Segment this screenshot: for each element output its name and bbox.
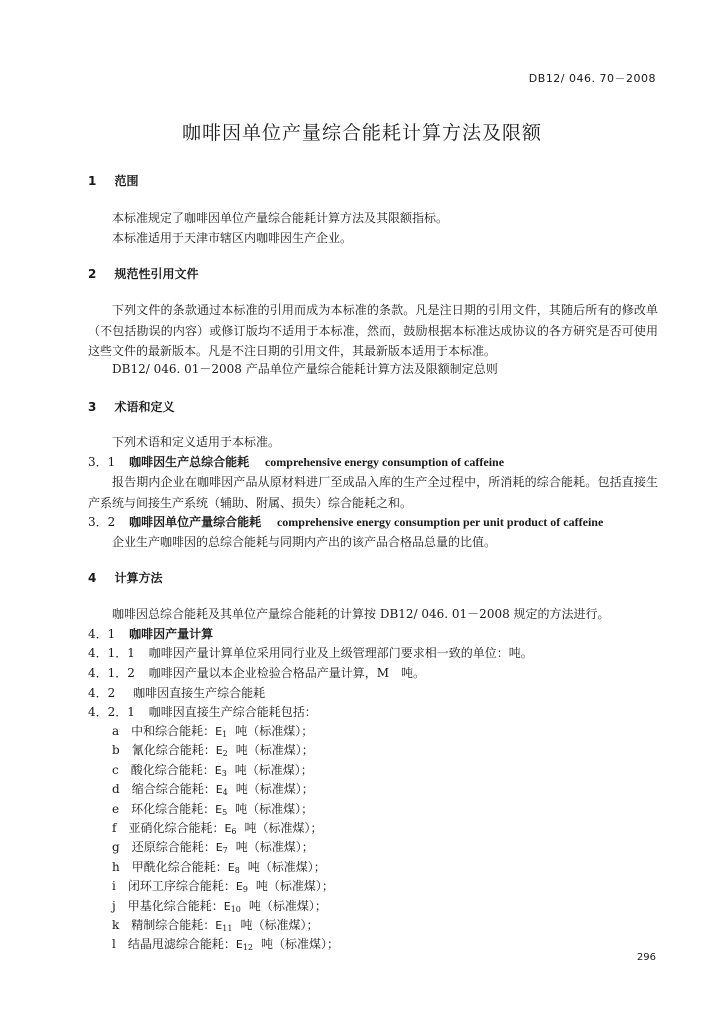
section-3-heading (88, 398, 175, 415)
list-item-text: 精制综合能耗： (131, 918, 216, 932)
unit-text: 吨（标准煤）； (244, 821, 323, 835)
list-item-text: 氰化综合能耗： (131, 743, 216, 758)
energy-symbol-subscript: 10 (230, 904, 241, 914)
clause-4-1-2 (88, 663, 425, 683)
paragraph: 下列文件的条款通过本标准的引用而成为本标准的条款。凡是注日期的引用文件，其随后所有的修改单（不包括勘误的内容）或修订版均不适用于本标准，然而，鼓励根据本标准达成协议的各方研究是否可使用这些文件的最新版本。凡是不注日期的引用文件，其最新版本适用于本标准。 (88, 303, 658, 358)
unit-text: 吨（标准煤）； (234, 762, 313, 777)
term-3-2 (88, 512, 603, 532)
energy-symbol-subscript: 2 (222, 749, 228, 759)
section-number: 2 (88, 267, 97, 281)
section-number: 4 (88, 571, 97, 585)
list-item-text: 酸化综合能耗： (130, 762, 215, 777)
clause-number: 4．2．1 (88, 705, 135, 719)
paragraph: 咖啡因总综合能耗及其单位产量综合能耗的计算按 DB12/ 046. 01－2008 规定的方法进行。 (112, 607, 610, 621)
clause-number: 4．1．2 (88, 666, 135, 680)
energy-symbol: E (215, 725, 223, 738)
energy-symbol: E (235, 880, 243, 894)
list-item-text: 还原综合能耗： (131, 840, 216, 855)
list-item-label: g (112, 840, 120, 855)
energy-symbol-subscript: 9 (242, 885, 248, 895)
clause-text: 咖啡因产量以本企业检验合格品产量计算，M 吨。 (148, 666, 426, 680)
list-item-text: 缩合综合能耗： (131, 782, 216, 797)
energy-symbol: E (223, 899, 231, 913)
section-title: 术语和定义 (114, 400, 175, 414)
term-english: comprehensive energy consumption of caffeine (264, 455, 505, 469)
list-item-label: c (112, 762, 119, 777)
section-number: 1 (88, 174, 97, 188)
clause-number: 4．1 (88, 627, 116, 641)
list-item-label: h (112, 859, 120, 874)
unit-text: 吨（标准煤）； (235, 801, 314, 816)
clause-text: 咖啡因产量计算单位采用同行业及上级管理部门要求相一致的单位：吨。 (148, 646, 533, 660)
clause-4-1 (88, 624, 213, 644)
term-definition: 企业生产咖啡因的总综合能耗与同期内产出的该产品合格品总量的比值。 (112, 535, 497, 549)
list-item (112, 934, 339, 958)
energy-symbol-subscript: 5 (222, 807, 228, 817)
unit-text: 吨（标准煤）； (235, 840, 314, 855)
list-item-label: j (112, 898, 116, 913)
paragraph: 本标准适用于天津市辖区内咖啡因生产企业。 (112, 231, 353, 245)
list-item-label: k (112, 918, 120, 932)
header-standard-code: DB12/ 046. 70－2008 (528, 72, 656, 85)
list-item-text: 亚硝化综合能耗： (128, 821, 225, 835)
term-number: 3．2 (88, 515, 116, 529)
clause-4-2-1 (88, 702, 317, 722)
term-number: 3．1 (88, 455, 116, 469)
energy-symbol: E (224, 822, 232, 835)
energy-symbol-subscript: 4 (222, 788, 228, 798)
list-item-label: f (112, 821, 117, 835)
clause-4-1-1 (88, 643, 533, 663)
section-title: 范围 (114, 174, 139, 188)
section-number: 3 (88, 400, 97, 414)
section-2-heading (88, 265, 199, 282)
list-item-label: d (112, 782, 120, 797)
term-3-1 (88, 452, 504, 472)
energy-symbol: E (215, 841, 223, 855)
term-english: comprehensive energy consumption per unit product of caffeine (276, 515, 604, 529)
list-item-label: b (112, 743, 120, 758)
energy-symbol: E (227, 860, 235, 874)
energy-symbol-subscript: 7 (222, 846, 228, 856)
document-title: 咖啡因单位产量综合能耗计算方法及限额 (181, 122, 542, 144)
unit-text: 吨（标准煤）； (235, 782, 314, 797)
unit-text: 吨（标准煤）； (248, 898, 327, 913)
unit-text: 吨（标准煤）； (261, 937, 340, 952)
term-definition: 报告期内企业在咖啡因产品从原材料进厂至成品入库的生产全过程中，所消耗的综合能耗。包括直接生产系统与间接生产系统（辅助、附属、损失）综合能耗之和。 (88, 475, 658, 510)
section-title: 规范性引用文件 (114, 267, 199, 281)
paragraph: 本标准规定了咖啡因单位产量综合能耗计算方法及其限额指标。 (112, 211, 449, 225)
energy-symbol-subscript: 11 (222, 924, 233, 933)
list-item-label: a (112, 724, 120, 738)
term-chinese: 咖啡因生产总综合能耗 (129, 455, 250, 469)
unit-text: 吨（标准煤）； (255, 879, 334, 894)
energy-symbol: E (215, 744, 223, 758)
list-item-label: e (112, 801, 120, 816)
list-item-text: 环化综合能耗： (131, 801, 216, 816)
section-title: 计算方法 (114, 571, 163, 585)
section-1-heading (88, 172, 139, 189)
energy-symbol-subscript: 8 (234, 865, 240, 875)
unit-text: 吨（标准煤）； (247, 859, 326, 874)
page-number: 296 (636, 952, 656, 963)
list-item-text: 闭环工序综合能耗： (127, 879, 236, 894)
unit-text: 吨（标准煤）； (235, 743, 314, 758)
clause-4-2 (88, 683, 265, 703)
paragraph: 下列术语和定义适用于本标准。 (112, 435, 281, 449)
clause-text: 咖啡因直接生产综合能耗包括： (148, 705, 317, 719)
clause-number: 4．2 (88, 686, 116, 700)
energy-symbol-subscript: 12 (242, 943, 253, 953)
list-item-text: 结晶甩滤综合能耗： (127, 937, 236, 952)
energy-symbol: E (215, 783, 223, 797)
energy-symbol: E (215, 802, 223, 816)
energy-symbol: E (215, 919, 223, 932)
clause-title: 咖啡因产量计算 (129, 627, 214, 641)
unit-text: 吨（标准煤）； (240, 918, 319, 932)
energy-symbol-subscript: 3 (221, 768, 227, 778)
list-item-label: l (112, 937, 116, 952)
energy-symbol: E (235, 938, 243, 952)
unit-text: 吨（标准煤）； (235, 724, 314, 738)
normative-reference: DB12/ 046. 01－2008 产品单位产量综合能耗计算方法及限额制定总则 (112, 362, 498, 376)
clause-title: 咖啡因直接生产综合能耗 (133, 686, 266, 700)
energy-symbol-subscript: 1 (222, 730, 228, 739)
list-item-text: 甲基化综合能耗： (127, 898, 224, 913)
clause-number: 4．1．1 (88, 646, 135, 660)
list-item-text: 中和综合能耗： (131, 724, 216, 738)
energy-symbol-subscript: 6 (231, 827, 237, 836)
term-chinese: 咖啡因单位产量综合能耗 (129, 515, 262, 529)
list-item-text: 甲酰化综合能耗： (131, 859, 228, 874)
energy-symbol: E (214, 763, 222, 777)
section-4-heading (88, 569, 163, 586)
list-item-label: i (112, 879, 116, 894)
